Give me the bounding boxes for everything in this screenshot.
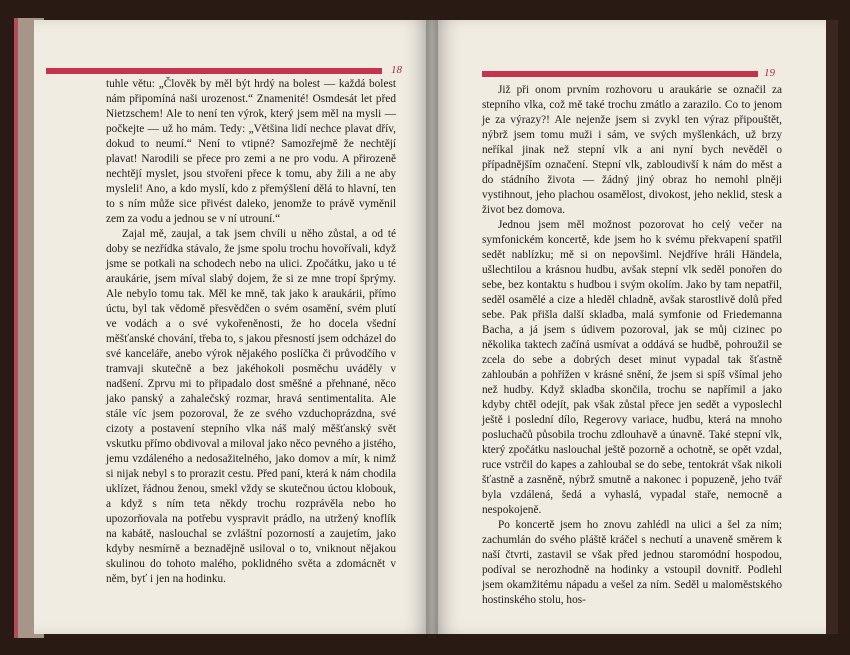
right-header-rule (482, 71, 758, 77)
paragraph: Jednou jsem měl možnost pozorovat ho celý večer na symfonickém koncertě, kde jsem ho k svému překvapení spatřil sedět nablízku; mě si on nepovšiml. Nejdříve hráli Händela, ušlechtilou a krásnou hudbu, avšak stepní vlk seděl ponořen do sebe, bez kontaktu s hudbou i svým okolím. Jako by tam nepatřil, seděl osamělé a cize a hleděl chladně, avšak starostlivě dolů před sebe. Pak přišla další skladba, malá symfonie od Friedemanna Bacha, a já jsem s údivem pozoroval, jak se můj cizinec po několika taktech začíná usmívat a oddává se hudbě, pohroužil se zcela do sebe a dobrých deset minut vypadal tak šťastně zahloubán a pohřížen v krásné snění, že jsem si spíš všímal jeho než hudby. Když skladba skončila, trochu se napřímil a jako kdyby chtěl odejít, pak však zůstal přece jen sedět a vyposlechl ještě i poslední dílo, Regerovy variace, hudbu, která na mnoho posluchačů působila trochu zdlouhavě a únavně. Také stepní vlk, který zpočátku naslouchal ještě pozorně a ochotně, se opět vzdal, ruce vstrčil do kapes a zahloubal se do sebe, tentokrát však nikoli šťastně a zasněně, nýbrž smutně a nakonec i popuzeně, jeho tvář byla vzdálená, šedá a vyhaslá, vypadal staře, nemocně a nespokojeně. (482, 219, 782, 516)
left-page-number: 18 (391, 64, 402, 76)
left-page-text (106, 77, 396, 587)
left-page (34, 20, 432, 634)
right-page-number: 19 (764, 67, 775, 79)
book-right-edge (826, 20, 838, 634)
right-page (432, 20, 826, 634)
right-page-text (482, 83, 782, 608)
paragraph: Po koncertě jsem ho znovu zahlédl na ulici a šel za ním; zachumlán do svého pláště kráčel s nechutí a unaveně směrem k naší čtvrti, zastavil se však před jednou staromódní hospodou, podíval se nerozhodně na hodinky a vstoupil dovnitř. Podlehl jsem okamžitému nápadu a vešel za ním. Seděl u maloměstského hostinského stolu, hos- (482, 519, 782, 606)
paragraph: Zajal mě, zaujal, a tak jsem chvíli u něho zůstal, a od té doby se nezřídka stávalo, že jsme spolu trochu hovořívali, když jsme se potkali na schodech nebo na ulici. Zpočátku, jako u té araukárie, jsem míval slabý dojem, že si ze mne tropí šprýmy. Ale nebylo tomu tak. Měl ke mně, tak jako k araukárii, přímo úctu, byl tak vědomě přesvědčen o svém osamění, svém plutí ve vodách a o své vykořeněnosti, že ho docela všední měšťanské chování, třeba to, s jakou přesností jsem odcházel do své kanceláře, anebo výrok nějakého poslíčka či průvodčího v tramvaji skutečně a bez jakéhokoli posměchu uváděly v nadšení. Zprvu mi to připadalo dost směšné a přehnané, něco jako panský a zahalečský rozmar, hravá sentimentalita. Ale stále víc jsem pozoroval, že ze svého vzduchoprázdna, své cizoty a postavení stepního vlka náš malý měšťanský svět vskutku přímo obdivoval a miloval jako něco pevného a jistého, jemu vzdáleného a nedosažitelného, jako domov a mír, k nimž si nijak nebyl s to prorazit cestu. Před paní, která k nám chodila uklízet, řádnou ženou, smekl vždy se skutečnou úctou klobouk, a když s ním teta někdy trochu rozprávěla nebo ho upozorňovala na potřebu vyspravit prádlo, na utržený knoflík na kabátě, naslouchal se zvláštní pozorností a zaujetím, jako kdyby nesmírně a beznadějně usiloval o to, vniknout nějakou skulinou do tohoto malého, poklidného světa a zdomácnět v něm, byť i jen na hodinku. (106, 228, 396, 585)
book-spine-gutter (426, 20, 438, 634)
left-header-rule (46, 68, 382, 74)
paragraph: Již při onom prvním rozhovoru u araukárie se označil za stepního vlka, což mě také trochu zmátlo a zarazilo. Co to jenom je za výrazy?! Ale nejenže jsem si zvykl ten výraz připouštět, nýbrž jsem tomu muži i sám, ve svých myšlenkách, už brzy neříkal jinak než stepní vlk a ani nyní bych nevěděl o případnějším označení. Stepní vlk, zabloudivší k nám do měst a do stádního života — žádný jiný obraz ho nemohl plněji vystihnout, jeho plachou osamělost, divokost, jeho neklid, stesk a život bez domova. (482, 84, 782, 216)
paragraph: tuhle větu: „Člověk by měl být hrdý na bolest — každá bolest nám připomíná naši urozenost.“ Znamenité! Osmdesát let před Nietzschem! Ale to není ten výrok, který jsem měl na mysli — počkejte — už ho mám. Tedy: „Většina lidí nechce plavat dřív, dokud to neumí.“ Není to vtipné? Samozřejmě že nechtějí plavat! Narodili se přece pro zemi a ne pro vodu. A přirozeně nechtějí myslet, jsou stvořeni přece k tomu, aby žili a ne aby mysleli! Ano, a kdo myslí, kdo z přemýšlení dělá to hlavní, ten to s ním může sice přivést daleko, jenomže to právě vyměnil zem za vodu a jednou se v ní utrouní.“ (106, 78, 396, 225)
